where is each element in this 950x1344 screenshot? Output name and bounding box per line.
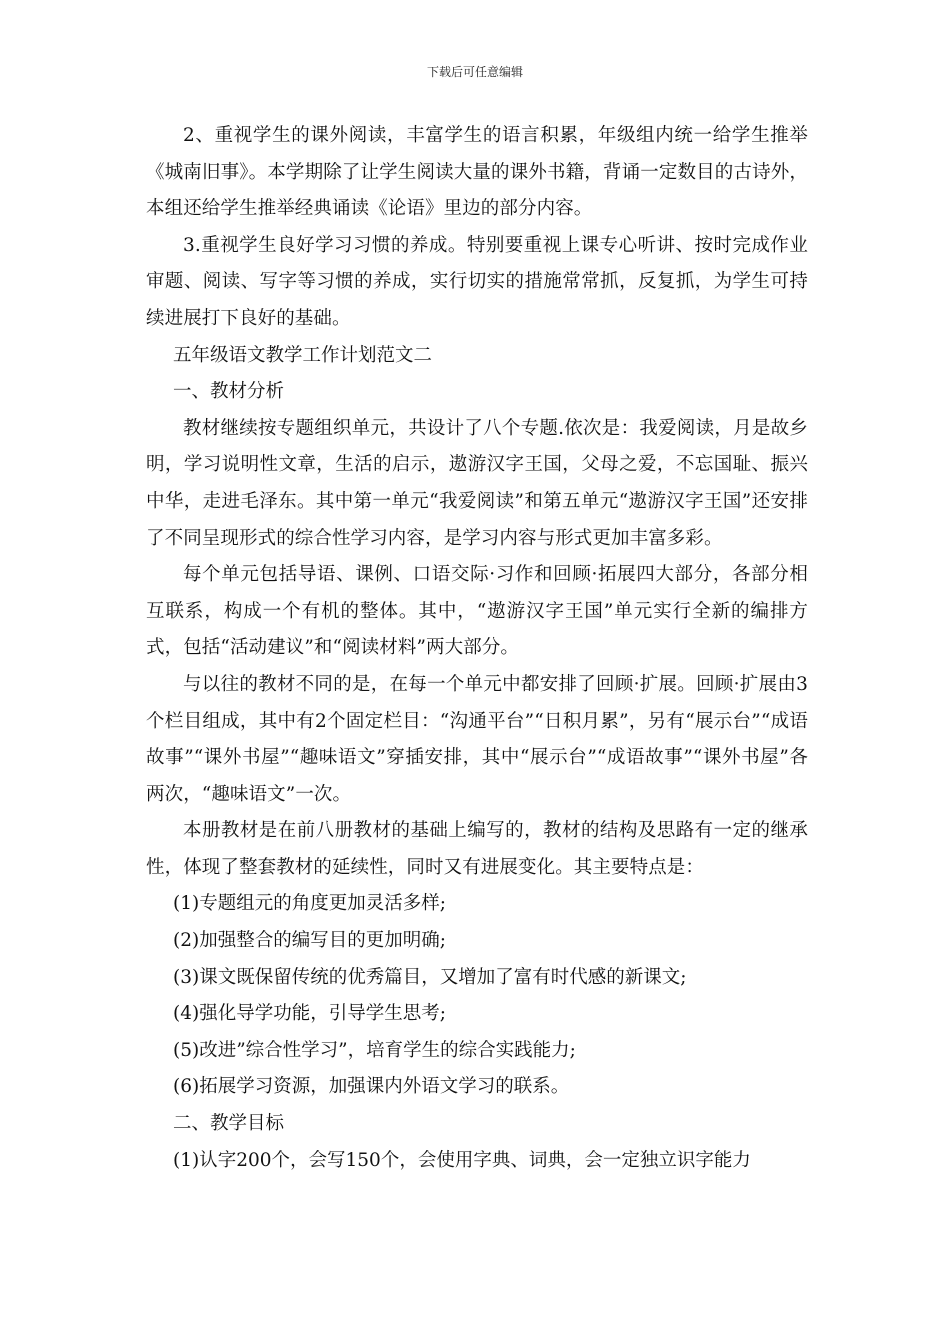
section-title-sample-two: 五年级语文教学工作计划范文二 [173,344,433,366]
paragraph-textbook-features: 本册教材是在前八册教材的基础上编写的，教材的结构及思路有一定的继承性，体现了整套教材的延续性，同时又有进展变化。其主要特点是： [146,820,808,878]
list-item-feature-6: (6)拓展学习资源，加强课内外语文学习的联系。 [173,1076,570,1098]
list-item-feature-3: (3)课文既保留传统的优秀篇目，又增加了富有时代感的新课文; [173,966,687,988]
paragraph-eight-themes: 教材继续按专题组织单元，共设计了八个专题.依次是：我爱阅读，月是故乡明，学习说明性文章，生活的启示，遨游汉字王国，父母之爱，不忘国耻、振兴中华，走进毛泽东。其中第一单元“我爱阅读”和第五单元“遨游汉字王国”还安排了不同呈现形式的综合性学习内容，是学习内容与形式更加丰富多彩。 [146,417,808,549]
document-body [146,118,808,1179]
paragraph-review-extension: 与以往的教材不同的是，在每一个单元中都安排了回顾·扩展。回顾·扩展由3个栏目组成，其中有2个固定栏目：“沟通平台”“日积月累”，另有“展示台”“成语故事”“课外书屋”“趣味语文”穿插安排，其中“展示台”“成语故事”“课外书屋”各两次，“趣味语文”一次。 [146,673,808,805]
list-item-goal-1: (1)认字200个，会写150个，会使用字典、词典，会一定独立识字能力 [173,1149,751,1171]
paragraph-study-habits: 3.重视学生良好学习习惯的养成。特别要重视上课专心听讲、按时完成作业审题、阅读、写字等习惯的养成，实行切实的措施常常抓，反复抓，为学生可持续进展打下良好的基础。 [146,234,808,329]
list-item-feature-1: (1)专题组元的角度更加灵活多样; [173,893,446,915]
page-header-note: 下载后可任意编辑 [426,65,523,79]
heading-teaching-goals: 二、教学目标 [173,1113,285,1135]
heading-textbook-analysis: 一、教材分析 [173,381,285,403]
paragraph-reading-habits: 2、重视学生的课外阅读，丰富学生的语言积累，年级组内统一给学生推举《城南旧事》。本学期除了让学生阅读大量的课外书籍，背诵一定数目的古诗外，本组还给学生推举经典诵读《论语》里边的部分内容。 [146,125,808,220]
paragraph-unit-structure: 每个单元包括导语、课例、口语交际·习作和回顾·拓展四大部分，各部分相互联系，构成一个有机的整体。其中，“遨游汉字王国”单元实行全新的编排方式，包括“活动建议”和“阅读材料”两大部分。 [146,564,808,659]
list-item-feature-4: (4)强化导学功能，引导学生思考; [173,1003,446,1025]
list-item-feature-2: (2)加强整合的编写目的更加明确; [173,930,446,952]
list-item-feature-5: (5)改进”综合性学习”，培育学生的综合实践能力; [173,1039,576,1061]
